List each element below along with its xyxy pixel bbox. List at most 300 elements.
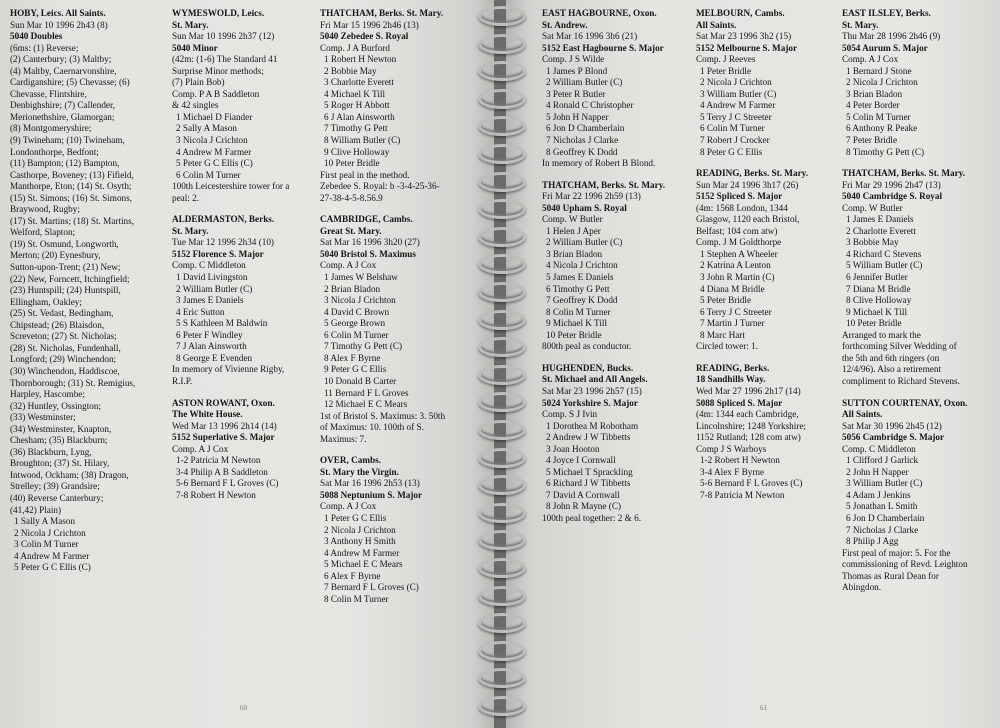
peal-detail-line: Denbighshire; (7) Callender,: [10, 100, 116, 111]
peal-date: Tue Mar 12 1996 2h34 (10): [172, 237, 274, 248]
ringer: 8 Peter G C Ellis: [700, 146, 763, 157]
peal-detail-line: Comp. J A Burford: [320, 42, 390, 53]
ringer: 8 Marc Hart: [700, 329, 745, 340]
ringer: 3-4 Alex F Byrne: [700, 466, 765, 477]
peal-heading: THATCHAM, Berks. St. Mary.: [542, 179, 666, 190]
peal-detail-line: Merionethshire, Glamorgan;: [10, 111, 115, 122]
peal-note: 12/4/96). Also a retirement: [842, 364, 941, 375]
peal-detail-line: Sutton-upon-Trent; (21) New;: [10, 262, 121, 273]
ringer: 7 Diana M Bridle: [846, 283, 911, 294]
peal-entry: [542, 363, 692, 525]
ringer: 12 Michael E C Mears: [324, 399, 408, 410]
ringer: 2 Nicola J Crichton: [324, 524, 396, 535]
ringer: 3-4 Philip A B Saddleton: [176, 466, 268, 477]
peal-detail-line: Casthorpe, Boveney; (13) Fifield,: [10, 169, 134, 180]
peal-detail-line: (8) Montgomeryshire;: [10, 123, 92, 134]
ringer: 7 J Alan Ainsworth: [176, 341, 247, 352]
peal-date: Sun Mar 24 1996 3h17 (26): [696, 179, 799, 190]
ringer: 3 Colin M Turner: [14, 539, 79, 550]
peal-detail-line: (42m: (1-6) The Standard 41: [172, 54, 278, 65]
spiral-ring: [478, 61, 526, 81]
peal-method: 5040 Minor: [172, 42, 218, 53]
peal-detail-line: (9) Twineham; (10) Twineham,: [10, 135, 125, 146]
peal-date: Sat Mar 23 1996 3h2 (15): [696, 31, 792, 42]
ringer: 1 James P Blond: [546, 65, 608, 76]
peal-detail-line: (6ms: (1) Reverse;: [10, 42, 79, 53]
peal-detail-line: (4m: 1568 London, 1344: [696, 202, 788, 213]
peal-entry: [842, 8, 992, 158]
ringer: 1 Michael D Fiander: [176, 111, 253, 122]
ringer: 7 Martin J Turner: [700, 318, 765, 329]
peal-method: 5040 Cambridge S. Royal: [842, 191, 943, 202]
peal-date: Sat Mar 16 1996 3h6 (21): [542, 31, 638, 42]
peal-detail-line: (32) Huntley, Ossington;: [10, 400, 102, 411]
peal-method: 5054 Aurum S. Major: [842, 42, 928, 53]
page-number: 61: [760, 704, 767, 712]
ringer: 2 Nicola J Crichton: [846, 77, 918, 88]
ringer: 5 Jonathan L Smith: [846, 501, 918, 512]
peal-note: Maximus: 7.: [320, 433, 367, 444]
peal-note: Thomas as Rural Dean for: [842, 570, 939, 581]
ringer: 3 Nicola J Crichton: [324, 295, 396, 306]
left-column-1: [10, 8, 160, 584]
spiral-ring: [478, 254, 526, 274]
peal-heading: THATCHAM, Berks. St. Mary.: [320, 8, 444, 18]
ringer: 2 Katrina A Lenton: [700, 260, 771, 271]
ringer: 5 Michael T Sprackling: [546, 466, 633, 477]
peal-heading: HUGHENDEN, Bucks.: [542, 362, 634, 373]
peal-heading: ALDERMASTON, Berks.: [172, 214, 275, 225]
peal-method: 5040 Upham S. Royal: [542, 202, 627, 213]
ringer: 4 Nicola J Crichton: [546, 260, 618, 271]
ringer: 1 Helen J Aper: [546, 225, 601, 236]
peal-detail-line: (23) Huntspill; (24) Huntspill,: [10, 285, 121, 296]
spiral-ring: [478, 337, 526, 357]
peal-detail-line: Screveton; (27) St. Nicholas;: [10, 331, 117, 342]
spiral-ring: [478, 503, 526, 523]
ringer: 5-6 Bernard F L Groves (C): [700, 478, 803, 489]
ringer: 5-6 Bernard F L Groves (C): [176, 478, 279, 489]
ringer: 4 Eric Sutton: [176, 306, 225, 317]
ringer: 1 Peter Bridle: [700, 65, 752, 76]
ringer: 10 Donald B Carter: [324, 375, 397, 386]
peal-detail-line: (36) Blackburn, Lyng,: [10, 446, 92, 457]
spiral-ring: [478, 227, 526, 247]
spiral-ring: [478, 89, 526, 109]
peal-date: Sat Mar 30 1996 2h45 (12): [842, 420, 942, 431]
ringer: 3 Bobbie May: [846, 237, 899, 248]
peal-detail-line: Glasgow, 1120 each Bristol,: [696, 214, 800, 225]
peal-method: 5056 Cambridge S. Major: [842, 432, 945, 443]
ringer: 4 Joyce I Cornwall: [546, 455, 616, 466]
peal-detail-line: Harpley, Hascombe;: [10, 389, 85, 400]
peal-detail-line: (7) Plain Bob): [172, 77, 225, 88]
peal-date: Wed Mar 27 1996 2h17 (14): [696, 385, 801, 396]
peal-detail-line: Belfast; 104 com atw): [696, 225, 778, 236]
peal-detail-line: Comp. A J Cox: [842, 54, 899, 65]
peal-detail-line: Braywood, Rugby;: [10, 204, 80, 215]
ringer: 3 Anthony H Smith: [324, 536, 396, 547]
ringer: 8 Colin M Turner: [324, 593, 389, 604]
peal-detail-line: Comp. A J Cox: [320, 260, 377, 271]
peal-detail-line: (2) Canterbury; (3) Maltby;: [10, 54, 112, 65]
spiral-ring: [478, 558, 526, 578]
peal-note: forthcoming Silver Wedding of: [842, 341, 957, 352]
spiral-ring: [478, 420, 526, 440]
ringer: 2 Brian Bladon: [324, 283, 381, 294]
peal-entry: [172, 214, 312, 387]
ringer: 4 Ronald C Christopher: [546, 100, 634, 111]
ringer: 6 Alex F Byrne: [324, 570, 381, 581]
peal-note: 100th peal together: 2 & 6.: [542, 512, 641, 523]
ringer: 2 William Butler (C): [546, 77, 623, 88]
peal-note: 1st of Bristol S. Maximus: 3. 50th: [320, 410, 446, 421]
peal-subheading: All Saints.: [842, 409, 883, 420]
ringer: 3 Brian Bladon: [846, 88, 903, 99]
peal-heading: THATCHAM, Berks. St. Mary.: [842, 168, 966, 179]
peal-detail-line: (41,42) Plain): [10, 504, 62, 515]
peal-entry: [842, 398, 992, 594]
peal-subheading: The White House.: [172, 409, 243, 420]
ringer: 1 Clifford J Garlick: [846, 455, 919, 466]
peal-date: Sun Mar 10 1996 2h43 (8): [10, 19, 108, 30]
ringer: 6 Jon D Chamberlain: [846, 512, 925, 523]
spiral-ring: [478, 613, 526, 633]
peal-note: In memory of Vivienne Rigby,: [172, 364, 285, 375]
ringer: 4 Andrew M Farmer: [700, 100, 776, 111]
ringer: 5 Peter Bridle: [700, 295, 752, 306]
peal-detail-line: (34) Westminster, Knapton,: [10, 423, 112, 434]
peal-heading: MELBOURN, Cambs.: [696, 8, 785, 18]
spiral-ring: [478, 448, 526, 468]
ringer: 1 James W Belshaw: [324, 272, 398, 283]
peal-detail-line: (17) St. Martins; (18) St. Martins,: [10, 215, 135, 226]
peal-detail-line: Broughton; (37) St. Hilary,: [10, 458, 110, 469]
ringer: 9 Peter G C Ellis: [324, 364, 387, 375]
peal-method: 5152 East Hagbourne S. Major: [542, 42, 664, 53]
peal-detail-line: Comp. J S Wilde: [542, 54, 605, 65]
peal-date: Sat Mar 16 1996 3h20 (27): [320, 237, 420, 248]
peal-entry: [172, 8, 312, 204]
peal-method: 5024 Yorkshire S. Major: [542, 397, 638, 408]
ringer: 3 Peter R Butler: [546, 88, 606, 99]
peal-date: Fri Mar 15 1996 2h46 (13): [320, 19, 419, 30]
ringer: 4 Michael K Till: [324, 88, 386, 99]
peal-note: Circled tower: 1.: [696, 341, 758, 352]
peal-entry: [320, 214, 470, 445]
peal-detail-line: (19) St. Osmund, Longworth,: [10, 238, 119, 249]
ringer: 1 Peter G C Ellis: [324, 512, 387, 523]
left-column-2: [172, 8, 312, 511]
spiral-ring: [478, 199, 526, 219]
ringer: 6 J Alan Ainsworth: [324, 111, 395, 122]
peal-detail-line: Comp J S Warboys: [696, 443, 767, 454]
spiral-ring: [478, 392, 526, 412]
peal-note: 100th Leicestershire tower for a: [172, 181, 290, 192]
peal-heading: EAST ILSLEY, Berks.: [842, 8, 931, 18]
peal-detail-line: (4) Maltby, Caernarvonshire,: [10, 65, 117, 76]
peal-entry: [320, 455, 470, 605]
peal-detail-line: Welford, Slapton;: [10, 227, 76, 238]
peal-method: 5040 Zebedee S. Royal: [320, 31, 409, 42]
ringer: 6 Timothy G Pett: [546, 283, 610, 294]
ringer: 6 Colin M Turner: [176, 169, 241, 180]
ringer: 7 Robert J Crocker: [700, 135, 770, 146]
peal-heading: EAST HAGBOURNE, Oxon.: [542, 8, 657, 18]
peal-detail-line: (4m: 1344 each Cambridge,: [696, 409, 799, 420]
page-number: 60: [240, 704, 247, 712]
peal-note: R.I.P.: [172, 375, 193, 386]
peal-detail-line: Comp. P A B Saddleton: [172, 88, 260, 99]
peal-note: of Maximus: 10. 100th of S.: [320, 422, 424, 433]
spiral-ring: [478, 668, 526, 688]
left-column-3: [320, 8, 470, 615]
ringer: 2 Charlotte Everett: [846, 225, 916, 236]
peal-detail-line: (28) St. Nicholas, Fundenhall,: [10, 342, 121, 353]
ringer: 7-8 Robert H Newton: [176, 489, 256, 500]
ringer: 8 Alex F Byrne: [324, 352, 381, 363]
ringer: 3 Joan Hooton: [546, 443, 600, 454]
peal-subheading: All Saints.: [696, 19, 737, 30]
peal-note: In memory of Robert B Blond.: [542, 158, 656, 169]
peal-subheading: St. Andrew.: [542, 19, 588, 30]
ringer: 1 Stephen A Wheeler: [700, 248, 778, 259]
peal-note: the 5th and 6th ringers (on: [842, 352, 940, 363]
ringer: 1 Robert H Newton: [324, 54, 397, 65]
spiral-ring: [478, 530, 526, 550]
ringer: 4 Diana M Bridle: [700, 283, 765, 294]
ringer: 6 Richard J W Tibbetts: [546, 478, 631, 489]
peal-detail-line: Merton; (20) Eynesbury,: [10, 250, 101, 261]
ringer: 3 Nicola J Crichton: [176, 135, 248, 146]
peal-detail-line: Longford; (29) Winchendon;: [10, 354, 117, 365]
spiral-binding: [470, 0, 530, 728]
ringer: 5 Michael E C Mears: [324, 559, 403, 570]
peal-detail-line: Chipstead; (26) Blaisdon,: [10, 319, 105, 330]
peal-heading: HOBY, Leics. All Saints.: [10, 8, 106, 18]
ringer: 5 George Brown: [324, 318, 386, 329]
ringer: 8 Geoffrey K Dodd: [546, 146, 618, 157]
ringer: 4 Andrew M Farmer: [14, 550, 90, 561]
peal-method: 5040 Bristol S. Maximus: [320, 248, 416, 259]
peal-detail-line: Manthorpe, Eton; (14) St. Osyth;: [10, 181, 132, 192]
spiral-ring: [478, 172, 526, 192]
ringer: 3 John R Martin (C): [700, 272, 775, 283]
peal-detail-line: Comp. J M Goldthorpe: [696, 237, 782, 248]
peal-detail-line: Comp. W Butler: [542, 214, 603, 225]
ringer: 5 Colin M Turner: [846, 111, 911, 122]
ringer: 3 William Butler (C): [846, 478, 923, 489]
peal-date: Sun Mar 10 1996 2h37 (12): [172, 31, 275, 42]
peal-detail-line: (30) Winchendon, Haddiscoe,: [10, 365, 120, 376]
peal-heading: READING, Berks.: [696, 362, 770, 373]
ringer: 2 Andrew J W Tibbetts: [546, 432, 631, 443]
ringer: 4 Peter Border: [846, 100, 900, 111]
right-column-2: [696, 8, 846, 511]
ringer: 4 David C Brown: [324, 306, 390, 317]
peal-detail-line: Chesham; (35) Blackburn;: [10, 435, 108, 446]
ringer: 10 Peter Bridle: [324, 158, 380, 169]
peal-detail-line: Comp. W Butler: [842, 202, 903, 213]
spiral-ring: [478, 475, 526, 495]
ringer: 8 Philip J Agg: [846, 536, 899, 547]
peal-subheading: St. Mary.: [172, 19, 209, 30]
spiral-ring: [478, 586, 526, 606]
spiral-ring: [478, 116, 526, 136]
peal-subheading: St. Michael and All Angels.: [542, 374, 648, 385]
ringer: 3 Charlotte Everett: [324, 77, 394, 88]
peal-note: Abingdon.: [842, 582, 882, 593]
spiral-ring: [478, 34, 526, 54]
peal-detail-line: Intwood, Ockham; (38) Dragon,: [10, 469, 129, 480]
ringer: 2 William Butler (C): [176, 283, 253, 294]
ringer: 1 Dorothea M Robotham: [546, 420, 639, 431]
ringer: 3 Brian Bladon: [546, 248, 603, 259]
peal-note: 27-38-4-5-8.56.9: [320, 192, 383, 203]
peal-note: Arranged to mark the: [842, 329, 921, 340]
ringer: 9 Michael K Till: [846, 306, 908, 317]
ringer: 7 Peter Bridle: [846, 135, 898, 146]
peal-heading: ASTON ROWANT, Oxon.: [172, 397, 275, 408]
peal-entry: [542, 8, 692, 170]
peal-subheading: 18 Sandhills Way.: [696, 374, 766, 385]
peal-note: First peal of major: 5. For the: [842, 547, 951, 558]
ringer: 7 David A Cornwall: [546, 489, 620, 500]
peal-date: Sat Mar 16 1996 2h53 (13): [320, 478, 420, 489]
peal-detail-line: Chevasse, Flintshire,: [10, 88, 87, 99]
peal-entry: [696, 168, 846, 353]
ringer: 2 Nicola J Crichton: [14, 527, 86, 538]
ringer: 7 Timothy G Pett (C): [324, 341, 403, 352]
ringer: 8 Timothy G Pett (C): [846, 146, 925, 157]
ringer: 7 Nicholas J Clarke: [846, 524, 919, 535]
spiral-ring: [478, 365, 526, 385]
right-page: [506, 0, 1000, 728]
peal-heading: SUTTON COURTENAY, Oxon.: [842, 397, 968, 408]
peal-subheading: St. Mary.: [172, 225, 209, 236]
spiral-ring: [478, 641, 526, 661]
ringer: 8 Clive Holloway: [846, 295, 912, 306]
spiral-ring: [478, 696, 526, 716]
peal-detail-line: Comp. A J Cox: [172, 443, 229, 454]
peal-detail-line: Lincolnshire; 1248 Yorkshire;: [696, 420, 806, 431]
ringer: 7 Timothy G Pett: [324, 123, 388, 134]
ringer: 1 David Livingston: [176, 272, 248, 283]
peal-date: Fri Mar 22 1996 2h59 (13): [542, 191, 641, 202]
ringer: 10 Peter Bridle: [546, 329, 602, 340]
ringer: 8 Colin M Turner: [546, 306, 611, 317]
ringer: 7 Nicholas J Clarke: [546, 135, 619, 146]
spiral-ring: [478, 6, 526, 26]
peal-note: Zebedee S. Royal: b -3-4-25-36-: [320, 181, 440, 192]
ringer: 1 Bernard J Stone: [846, 65, 912, 76]
ringer: 8 George E Evenden: [176, 352, 253, 363]
peal-note: First peal in the method.: [320, 169, 410, 180]
peal-entry: [842, 168, 992, 387]
ringer: 4 Adam J Jenkins: [846, 489, 911, 500]
peal-method: 5088 Spliced S. Major: [696, 397, 783, 408]
ringer: 2 Nicola J Crichton: [700, 77, 772, 88]
ringer: 5 S Kathleen M Baldwin: [176, 318, 268, 329]
ringer: 3 William Butler (C): [700, 88, 777, 99]
ringer: 1 Sally A Mason: [14, 516, 76, 527]
peal-date: Fri Mar 29 1996 2h47 (13): [842, 179, 941, 190]
ringer: 7-8 Patricia M Newton: [700, 489, 785, 500]
ringer: 4 Andrew M Farmer: [176, 146, 252, 157]
peal-detail-line: Londonthorpe, Bedfont;: [10, 146, 99, 157]
ringer: 8 William Butler (C): [324, 135, 401, 146]
peal-detail-line: Surprise Minor methods;: [172, 65, 264, 76]
peal-method: 5152 Superlative S. Major: [172, 432, 275, 443]
peal-detail-line: Cardiganshire; (5) Chevasse; (6): [10, 77, 130, 88]
peal-subheading: Great St. Mary.: [320, 225, 382, 236]
ringer: 6 Jennifer Butler: [846, 272, 908, 283]
peal-heading: CAMBRIDGE, Cambs.: [320, 214, 413, 225]
spiral-ring: [478, 144, 526, 164]
ringer: 5 Terry J C Streeter: [700, 111, 772, 122]
ringer: 7 Bernard F L Groves (C): [324, 582, 419, 593]
peal-entry: [10, 8, 160, 574]
peal-detail-line: (22) New, Forncett, Itchingfield;: [10, 273, 130, 284]
peal-method: 5088 Neptunium S. Major: [320, 489, 423, 500]
ringer: 7 Geoffrey K Dodd: [546, 295, 618, 306]
peal-detail-line: (15) St. Simons; (16) St. Simons,: [10, 192, 133, 203]
peal-entry: [696, 8, 846, 158]
peal-note: commissioning of Revd. Leighton: [842, 559, 968, 570]
peal-method: 5040 Doubles: [10, 31, 63, 42]
peal-entry: [696, 363, 846, 502]
peal-subheading: St. Mary the Virgin.: [320, 466, 399, 477]
ringer: 6 Peter F Windley: [176, 329, 243, 340]
ringer: 2 Bobbie May: [324, 65, 377, 76]
peal-heading: OVER, Cambs.: [320, 455, 382, 466]
ringer: 6 Jon D Chamberlain: [546, 123, 625, 134]
ringer: 6 Anthony R Peake: [846, 123, 918, 134]
peal-detail-line: Comp. J Reeves: [696, 54, 756, 65]
ringer: 11 Bernard F L Groves: [324, 387, 409, 398]
ringer: 1-2 Patricia M Newton: [176, 455, 261, 466]
peal-subheading: St. Mary.: [842, 19, 879, 30]
spiral-ring: [478, 310, 526, 330]
peal-detail-line: 1152 Rutland; 128 com atw): [696, 432, 801, 443]
peal-detail-line: (11) Bampton; (12) Bampton,: [10, 158, 120, 169]
ringer: 2 Sally A Mason: [176, 123, 238, 134]
peal-detail-line: Comp. A J Cox: [320, 501, 377, 512]
ringer: 4 Richard C Stevens: [846, 248, 922, 259]
ringer: 5 James E Daniels: [546, 272, 614, 283]
left-page: [0, 0, 494, 728]
peal-detail-line: Strelley; (39) Grandsire;: [10, 481, 100, 492]
peal-date: Wed Mar 13 1996 2h14 (14): [172, 420, 277, 431]
peal-detail-line: (40) Reverse Canterbury;: [10, 492, 104, 503]
ringer: 6 Colin M Turner: [324, 329, 389, 340]
ringer: 5 William Butler (C): [846, 260, 923, 271]
ringer: 10 Peter Bridle: [846, 318, 902, 329]
peal-detail-line: Thornborough; (31) St. Remigius,: [10, 377, 136, 388]
peal-date: Sat Mar 23 1996 2h57 (15): [542, 385, 642, 396]
peal-detail-line: Comp. S J Ivin: [542, 409, 598, 420]
peal-date: Thu Mar 28 1996 2h46 (9): [842, 31, 941, 42]
ringer: 2 John H Napper: [846, 466, 909, 477]
peal-method: 5152 Spliced S. Major: [696, 191, 783, 202]
peal-note: compliment to Richard Stevens.: [842, 375, 960, 386]
peal-entry: [320, 8, 470, 204]
peal-detail-line: Comp. C Middleton: [842, 443, 916, 454]
spiral-ring: [478, 282, 526, 302]
ringer: 9 Clive Holloway: [324, 146, 390, 157]
peal-entry: [542, 180, 692, 353]
ringer: 6 Terry J C Streeter: [700, 306, 772, 317]
